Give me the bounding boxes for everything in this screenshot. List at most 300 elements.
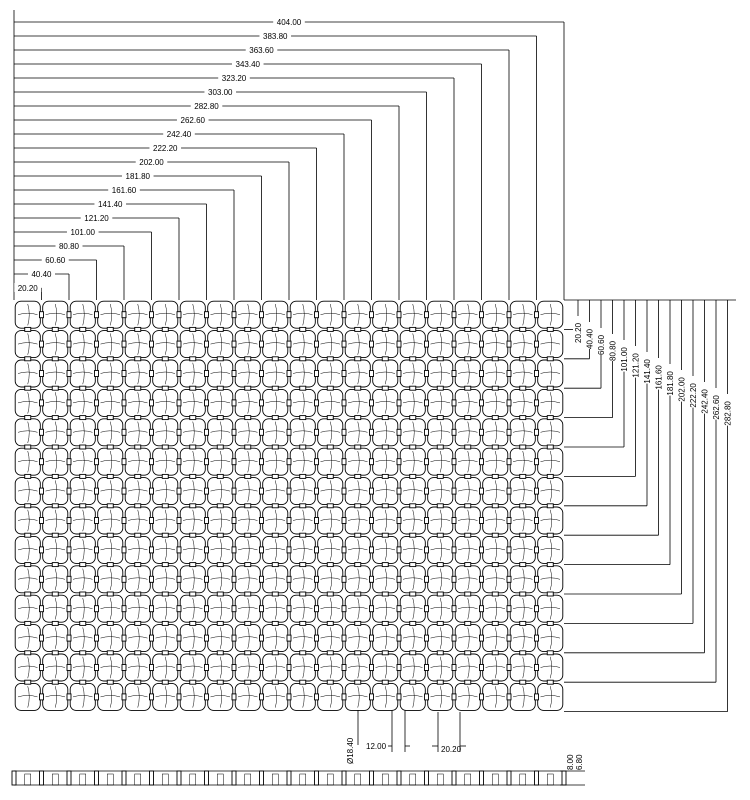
cell-connector bbox=[95, 694, 99, 700]
cell-connector bbox=[67, 606, 71, 612]
cell-connector bbox=[465, 474, 471, 478]
right-dim-label: 202.00 bbox=[677, 377, 687, 402]
cell-connector bbox=[425, 459, 429, 465]
cell-connector bbox=[52, 563, 58, 567]
cell-connector bbox=[95, 312, 99, 318]
cell-connector bbox=[547, 445, 553, 449]
cell-connector bbox=[162, 680, 168, 684]
grid-cell bbox=[180, 507, 205, 534]
cell-connector bbox=[300, 445, 306, 449]
cell-connector bbox=[507, 459, 511, 465]
cell-connector bbox=[355, 386, 361, 390]
grid-cell bbox=[373, 389, 398, 416]
side-profile-strip bbox=[12, 771, 566, 785]
grid-cell bbox=[208, 654, 233, 681]
cell-connector bbox=[520, 386, 526, 390]
top-dim-label: 161.60 bbox=[111, 186, 137, 195]
cell-connector bbox=[382, 651, 388, 655]
grid-cell bbox=[428, 419, 453, 446]
cell-connector bbox=[205, 312, 209, 318]
cell-connector bbox=[95, 341, 99, 347]
cell-connector bbox=[480, 371, 484, 377]
grid-cell bbox=[125, 566, 150, 593]
cell-connector bbox=[80, 621, 86, 625]
grid-cell bbox=[538, 654, 563, 681]
cell-connector bbox=[465, 651, 471, 655]
cell-connector bbox=[40, 459, 44, 465]
cell-connector bbox=[205, 635, 209, 641]
profile-rib bbox=[205, 771, 209, 785]
cell-connector bbox=[425, 400, 429, 406]
cell-connector bbox=[122, 665, 126, 671]
cell-connector bbox=[520, 563, 526, 567]
cell-connector bbox=[245, 592, 251, 596]
right-dim-label: 40.40 bbox=[585, 328, 595, 349]
cell-connector bbox=[300, 416, 306, 420]
cell-connector bbox=[355, 651, 361, 655]
grid-cell bbox=[538, 595, 563, 622]
cell-connector bbox=[122, 518, 126, 524]
cell-connector bbox=[25, 445, 31, 449]
cell-connector bbox=[492, 651, 498, 655]
cell-connector bbox=[25, 621, 31, 625]
grid-cell bbox=[43, 507, 68, 534]
grid-cell bbox=[538, 301, 563, 328]
cell-connector bbox=[315, 312, 319, 318]
grid-cell bbox=[98, 419, 123, 446]
cell-connector bbox=[80, 386, 86, 390]
cell-connector bbox=[217, 504, 223, 508]
grid-cell bbox=[510, 419, 535, 446]
grid-cell bbox=[43, 566, 68, 593]
grid-cell bbox=[455, 419, 480, 446]
grid-cell bbox=[180, 360, 205, 387]
cell-connector bbox=[260, 488, 264, 494]
grid-cell bbox=[483, 478, 508, 505]
cell-connector bbox=[260, 665, 264, 671]
cell-connector bbox=[437, 680, 443, 684]
cell-connector bbox=[260, 635, 264, 641]
cell-connector bbox=[177, 312, 181, 318]
grid-cell bbox=[455, 301, 480, 328]
cell-connector bbox=[135, 680, 141, 684]
profile-rib bbox=[95, 771, 99, 785]
cell-connector bbox=[492, 592, 498, 596]
cell-connector bbox=[162, 357, 168, 361]
cell-connector bbox=[205, 665, 209, 671]
grid-cell bbox=[208, 595, 233, 622]
cell-connector bbox=[370, 459, 374, 465]
cell-connector bbox=[205, 606, 209, 612]
cell-connector bbox=[300, 327, 306, 331]
cell-connector bbox=[342, 518, 346, 524]
cell-connector bbox=[25, 357, 31, 361]
cell-connector bbox=[217, 563, 223, 567]
cell-connector bbox=[300, 651, 306, 655]
cell-connector bbox=[177, 488, 181, 494]
cell-connector bbox=[52, 416, 58, 420]
cell-connector bbox=[492, 680, 498, 684]
cell-connector bbox=[480, 635, 484, 641]
grid-cell bbox=[235, 654, 260, 681]
grid-cell bbox=[208, 448, 233, 475]
grid-cell bbox=[400, 478, 425, 505]
cell-connector bbox=[52, 533, 58, 537]
grid-cell bbox=[43, 419, 68, 446]
profile-rib bbox=[232, 771, 236, 785]
cell-connector bbox=[520, 621, 526, 625]
cell-connector bbox=[80, 592, 86, 596]
grid-cell bbox=[208, 683, 233, 710]
grid-cell bbox=[70, 507, 95, 534]
right-dim-label: 121.20 bbox=[631, 353, 641, 378]
grid-cell bbox=[70, 331, 95, 358]
grid-cell bbox=[400, 536, 425, 563]
grid-cell bbox=[318, 536, 343, 563]
cell-connector bbox=[452, 606, 456, 612]
cell-connector bbox=[272, 327, 278, 331]
grid-cell bbox=[510, 331, 535, 358]
cell-connector bbox=[162, 386, 168, 390]
cell-connector bbox=[355, 563, 361, 567]
grid-cell bbox=[483, 419, 508, 446]
cell-connector bbox=[260, 341, 264, 347]
cell-connector bbox=[150, 488, 154, 494]
cell-connector bbox=[535, 371, 539, 377]
grid-cell bbox=[263, 389, 288, 416]
cell-connector bbox=[205, 459, 209, 465]
grid-cell bbox=[400, 683, 425, 710]
cell-connector bbox=[287, 606, 291, 612]
grid-cell bbox=[345, 566, 370, 593]
cell-connector bbox=[535, 459, 539, 465]
cell-connector bbox=[300, 474, 306, 478]
cell-connector bbox=[52, 504, 58, 508]
cell-connector bbox=[80, 533, 86, 537]
grid-cell bbox=[15, 448, 40, 475]
cell-connector bbox=[370, 488, 374, 494]
cell-connector bbox=[260, 459, 264, 465]
grid-cell bbox=[345, 625, 370, 652]
profile-slot bbox=[190, 774, 196, 785]
cell-connector bbox=[535, 312, 539, 318]
cell-connector bbox=[205, 694, 209, 700]
cell-connector bbox=[397, 371, 401, 377]
grid-cell bbox=[483, 536, 508, 563]
cell-connector bbox=[150, 635, 154, 641]
grid-cell bbox=[180, 301, 205, 328]
cell-connector bbox=[342, 371, 346, 377]
grid-cell bbox=[290, 536, 315, 563]
cell-connector bbox=[232, 341, 236, 347]
cell-connector bbox=[452, 400, 456, 406]
cell-connector bbox=[327, 327, 333, 331]
grid-cell bbox=[345, 595, 370, 622]
cell-connector bbox=[40, 518, 44, 524]
cell-connector bbox=[370, 635, 374, 641]
cell-connector bbox=[205, 341, 209, 347]
cell-connector bbox=[190, 533, 196, 537]
cell-connector bbox=[465, 592, 471, 596]
right-dim-label: 282.80 bbox=[723, 401, 733, 426]
cell-connector bbox=[177, 635, 181, 641]
cell-connector bbox=[217, 680, 223, 684]
grid-cell bbox=[400, 654, 425, 681]
grid-cell bbox=[538, 448, 563, 475]
cell-connector bbox=[465, 680, 471, 684]
cell-connector bbox=[217, 621, 223, 625]
cell-connector bbox=[342, 459, 346, 465]
grid-cell bbox=[263, 595, 288, 622]
cell-connector bbox=[382, 357, 388, 361]
cell-connector bbox=[315, 341, 319, 347]
cell-connector bbox=[287, 576, 291, 582]
top-dimension-lines bbox=[14, 10, 564, 300]
cell-connector bbox=[217, 357, 223, 361]
cell-connector bbox=[232, 606, 236, 612]
cell-connector bbox=[162, 651, 168, 655]
grid-cell bbox=[483, 389, 508, 416]
cell-connector bbox=[547, 386, 553, 390]
cell-connector bbox=[177, 341, 181, 347]
grid-cell bbox=[455, 654, 480, 681]
cell-connector bbox=[410, 533, 416, 537]
cell-connector bbox=[410, 445, 416, 449]
right-dim-label: 80.80 bbox=[608, 340, 618, 361]
cell-connector bbox=[150, 312, 154, 318]
cell-connector bbox=[547, 416, 553, 420]
grid-cell bbox=[428, 507, 453, 534]
grid-cell bbox=[455, 478, 480, 505]
cell-connector bbox=[25, 680, 31, 684]
top-dim-label: 121.20 bbox=[84, 214, 109, 223]
grid-cell bbox=[208, 419, 233, 446]
cell-connector bbox=[177, 665, 181, 671]
cell-connector bbox=[342, 488, 346, 494]
profile-rib bbox=[562, 771, 566, 785]
grid-cell bbox=[235, 625, 260, 652]
grid-cell bbox=[455, 683, 480, 710]
top-dim-label: 222.20 bbox=[153, 144, 178, 153]
cell-connector bbox=[397, 429, 401, 435]
cell-connector bbox=[520, 416, 526, 420]
cell-connector bbox=[245, 474, 251, 478]
grid-cell bbox=[263, 301, 288, 328]
top-dim-label: 262.60 bbox=[180, 116, 205, 125]
grid-cell bbox=[70, 419, 95, 446]
cell-connector bbox=[410, 474, 416, 478]
top-dim-label: 323.20 bbox=[221, 74, 247, 83]
cell-connector bbox=[342, 635, 346, 641]
cell-connector bbox=[150, 547, 154, 553]
grid-cell bbox=[510, 683, 535, 710]
cell-connector bbox=[190, 621, 196, 625]
grid-cell bbox=[345, 507, 370, 534]
grid-cell bbox=[373, 536, 398, 563]
profile-rib bbox=[122, 771, 126, 785]
cell-connector bbox=[67, 694, 71, 700]
cell-connector bbox=[425, 488, 429, 494]
cell-connector bbox=[150, 518, 154, 524]
grid-cell bbox=[153, 683, 178, 710]
cell-connector bbox=[300, 592, 306, 596]
cell-connector bbox=[95, 371, 99, 377]
grid-cell bbox=[153, 448, 178, 475]
cell-connector bbox=[535, 341, 539, 347]
grid-cell bbox=[345, 389, 370, 416]
grid-cell bbox=[15, 478, 40, 505]
grid-cell bbox=[373, 654, 398, 681]
cell-connector bbox=[67, 341, 71, 347]
top-dim-label: 343.40 bbox=[235, 60, 260, 69]
grid-cell bbox=[400, 419, 425, 446]
cell-connector bbox=[507, 665, 511, 671]
grid-cell bbox=[510, 301, 535, 328]
cell-connector bbox=[535, 576, 539, 582]
profile-rib bbox=[507, 771, 511, 785]
grid-cell bbox=[180, 448, 205, 475]
grid-cell bbox=[428, 301, 453, 328]
profile-rib bbox=[425, 771, 429, 785]
grid-cell bbox=[538, 625, 563, 652]
cell-connector bbox=[465, 621, 471, 625]
cell-connector bbox=[382, 680, 388, 684]
grid-cell bbox=[483, 331, 508, 358]
cell-connector bbox=[507, 576, 511, 582]
cell-connector bbox=[217, 327, 223, 331]
cell-connector bbox=[232, 635, 236, 641]
cell-connector bbox=[480, 606, 484, 612]
cell-connector bbox=[342, 341, 346, 347]
grid-cell bbox=[290, 301, 315, 328]
grid-cell bbox=[235, 448, 260, 475]
cell-connector bbox=[327, 416, 333, 420]
cell-connector bbox=[107, 416, 113, 420]
cell-connector bbox=[520, 445, 526, 449]
grid-cell bbox=[455, 448, 480, 475]
cell-connector bbox=[382, 621, 388, 625]
cell-connector bbox=[465, 416, 471, 420]
cell-connector bbox=[150, 694, 154, 700]
cell-connector bbox=[437, 504, 443, 508]
grid-cell bbox=[208, 478, 233, 505]
top-dim-label: 282.80 bbox=[194, 102, 219, 111]
cell-connector bbox=[245, 651, 251, 655]
cell-connector bbox=[425, 694, 429, 700]
cell-connector bbox=[397, 576, 401, 582]
cell-connector bbox=[465, 533, 471, 537]
cell-connector bbox=[232, 459, 236, 465]
cell-connector bbox=[177, 459, 181, 465]
grid-cell bbox=[125, 448, 150, 475]
cell-connector bbox=[232, 694, 236, 700]
grid-cell bbox=[483, 625, 508, 652]
cell-connector bbox=[150, 341, 154, 347]
cell-connector bbox=[135, 327, 141, 331]
profile-slot bbox=[410, 774, 416, 785]
cell-connector bbox=[135, 386, 141, 390]
cell-connector bbox=[492, 416, 498, 420]
cell-connector bbox=[437, 416, 443, 420]
cell-connector bbox=[315, 694, 319, 700]
grid-cell bbox=[15, 595, 40, 622]
grid-cell bbox=[538, 331, 563, 358]
profile-slot bbox=[217, 774, 223, 785]
grid-cell bbox=[510, 360, 535, 387]
cell-connector bbox=[465, 357, 471, 361]
cell-connector bbox=[232, 429, 236, 435]
profile-slot bbox=[492, 774, 498, 785]
cell-connector bbox=[217, 533, 223, 537]
cell-connector bbox=[370, 547, 374, 553]
cell-connector bbox=[480, 341, 484, 347]
top-dim-label: 181.80 bbox=[125, 172, 150, 181]
grid-cell bbox=[180, 625, 205, 652]
cell-connector bbox=[122, 400, 126, 406]
cell-connector bbox=[287, 459, 291, 465]
cell-connector bbox=[232, 518, 236, 524]
grid-cell bbox=[125, 507, 150, 534]
cell-connector bbox=[315, 547, 319, 553]
grid-cell bbox=[70, 536, 95, 563]
cell-connector bbox=[397, 606, 401, 612]
grid-cell bbox=[43, 331, 68, 358]
cell-connector bbox=[232, 576, 236, 582]
cell-connector bbox=[205, 518, 209, 524]
grid-cell bbox=[180, 419, 205, 446]
grid-cell bbox=[290, 419, 315, 446]
cell-connector bbox=[260, 429, 264, 435]
cell-connector bbox=[135, 621, 141, 625]
right-dimension-lines bbox=[564, 300, 736, 712]
cell-connector bbox=[465, 445, 471, 449]
grid-cell bbox=[70, 389, 95, 416]
grid-cell bbox=[235, 536, 260, 563]
cell-connector bbox=[245, 357, 251, 361]
cell-connector bbox=[355, 327, 361, 331]
cell-connector bbox=[122, 576, 126, 582]
cell-connector bbox=[52, 327, 58, 331]
grid-cell bbox=[235, 478, 260, 505]
profile-slot bbox=[107, 774, 113, 785]
cell-connector bbox=[382, 474, 388, 478]
cell-connector bbox=[287, 547, 291, 553]
profile-slot bbox=[80, 774, 86, 785]
right-dim-label: 262.60 bbox=[712, 395, 721, 420]
cell-connector bbox=[122, 459, 126, 465]
grid-cell bbox=[510, 478, 535, 505]
cell-connector bbox=[40, 694, 44, 700]
cell-connector bbox=[507, 518, 511, 524]
grid-cell bbox=[455, 595, 480, 622]
cell-connector bbox=[287, 400, 291, 406]
grid-cell bbox=[235, 419, 260, 446]
cell-connector bbox=[122, 429, 126, 435]
grid-cell bbox=[15, 301, 40, 328]
grid-cell bbox=[15, 389, 40, 416]
grid-cell bbox=[455, 536, 480, 563]
cell-connector bbox=[177, 547, 181, 553]
cell-connector bbox=[480, 694, 484, 700]
cell-connector bbox=[425, 371, 429, 377]
cell-connector bbox=[300, 621, 306, 625]
cell-connector bbox=[382, 327, 388, 331]
grid-cell bbox=[510, 625, 535, 652]
grid-cell bbox=[125, 654, 150, 681]
cell-connector bbox=[162, 621, 168, 625]
grid-cell bbox=[263, 536, 288, 563]
cell-connector bbox=[122, 606, 126, 612]
